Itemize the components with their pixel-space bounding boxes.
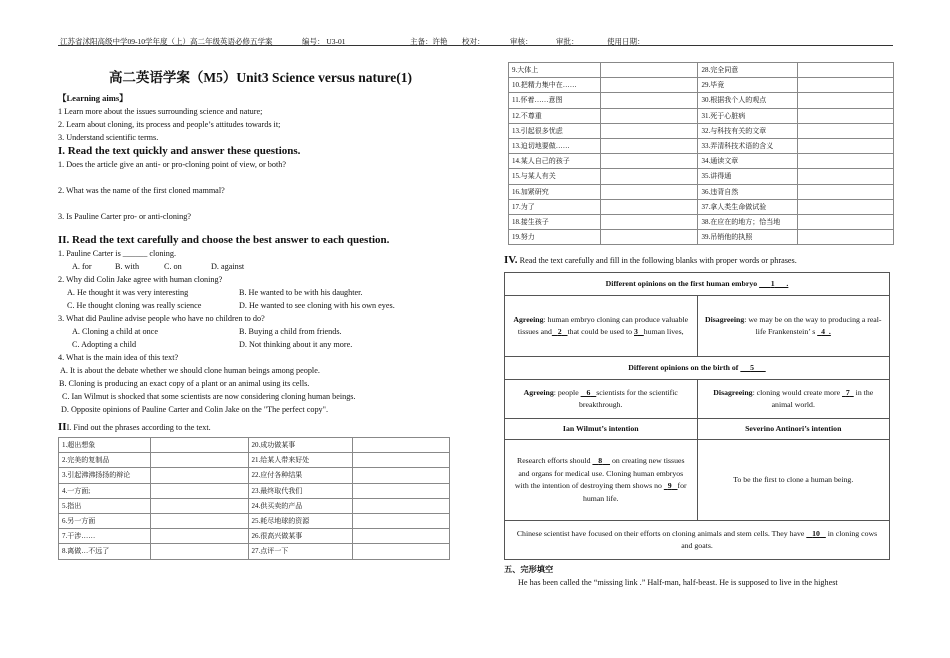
table-row	[59, 483, 450, 498]
header-review: 审核：	[510, 37, 533, 46]
option: C. He thought cloning was really science	[67, 301, 202, 310]
header-rule	[58, 45, 893, 46]
answer-cell[interactable]	[600, 108, 698, 123]
question-3-options	[58, 325, 463, 338]
table-row	[509, 214, 894, 229]
blank-4[interactable]: 4 .	[821, 327, 831, 337]
phrase-cell: 39.吊销他的执照	[698, 230, 798, 245]
table-row	[509, 123, 894, 138]
table-row	[505, 380, 890, 419]
answer-cell[interactable]	[353, 483, 450, 498]
question-2-options-row2	[58, 299, 463, 312]
answer-cell[interactable]	[798, 184, 894, 199]
table-row	[59, 453, 450, 468]
table-row	[59, 438, 450, 453]
blank-9[interactable]	[664, 481, 678, 490]
header-proof: 校对：	[462, 37, 485, 46]
table-row	[505, 296, 890, 357]
phrase-cell: 12.不尊重	[509, 108, 601, 123]
phrase-cell: 18.接生孩子	[509, 214, 601, 229]
answer-cell[interactable]	[353, 468, 450, 483]
answer-cell[interactable]	[600, 93, 698, 108]
phrase-cell: 11.怀着……意图	[509, 93, 601, 108]
blank-5[interactable]	[740, 363, 765, 372]
cell-text: for human life.	[582, 481, 687, 503]
ian-intention-header: Ian Wilmut’s intention	[505, 419, 698, 440]
option: D. Opposite opinions of Pauline Carter and Colin Jake on the "The perfect copy".	[61, 405, 329, 414]
phrase-cell: 15.与某人有关	[509, 169, 601, 184]
phrase-table-left	[58, 437, 450, 560]
phrase-cell: 19.努力	[509, 230, 601, 245]
blank-number: 9	[667, 481, 672, 491]
answer-cell[interactable]	[150, 438, 248, 453]
answer-cell[interactable]	[798, 78, 894, 93]
answer-cell[interactable]	[600, 123, 698, 138]
phrase-cell: 33.弄清科技术语的含义	[698, 138, 798, 153]
phrase-cell: 37.拿人类生命做试验	[698, 199, 798, 214]
phrase-cell: 36.违背自然	[698, 184, 798, 199]
table-row	[59, 468, 450, 483]
phrase-cell: 20.成功做某事	[248, 438, 353, 453]
blank-number: 5	[750, 363, 754, 372]
phrase-cell: 25.耗尽地球的资源	[248, 513, 353, 528]
aim-item: 1 Learn more about the issues surrounding science and nature;	[58, 107, 263, 116]
header-number: 编号： U3-01	[302, 37, 346, 46]
phrase-cell: 17.为了	[509, 199, 601, 214]
question-2-options	[58, 286, 463, 299]
answer-cell[interactable]	[150, 468, 248, 483]
answer-cell[interactable]	[798, 199, 894, 214]
cell-text: Chinese scientist have focused on their efforts on cloning animals and stem cells. They have	[516, 528, 805, 538]
option: A. Cloning a child at once	[72, 327, 158, 336]
question-3-options-row2	[58, 338, 463, 351]
blank-number: 10	[812, 528, 820, 538]
option: C. Ian Wilmut is shocked that some scientists are now considering cloning human beings.	[62, 392, 356, 401]
phrase-cell: 30.根据我个人的观点	[698, 93, 798, 108]
header-approve: 审批：	[556, 37, 579, 46]
aim-item: 3. Understand scientific terms.	[58, 133, 159, 142]
section4-heading-text: Read the text carefully and fill in the following blanks with proper words or phrases.	[517, 256, 797, 266]
phrase-cell: 2.完美的复制品	[59, 453, 151, 468]
agree-text: : people	[553, 387, 579, 397]
phrase-cell: 8.离做…不远了	[59, 544, 151, 559]
aim-item: 2. Learn about cloning, its process and people’s attitudes towards it;	[58, 120, 281, 129]
answer-cell[interactable]	[353, 438, 450, 453]
header-author: 主备：许艳	[410, 37, 448, 46]
agree-cell-2	[505, 380, 698, 419]
question-3: 3. What did Pauline advise people who have no children to do?	[58, 314, 265, 323]
blank-8[interactable]	[592, 456, 610, 465]
answer-cell[interactable]	[600, 154, 698, 169]
left-column	[58, 70, 463, 560]
answer-cell[interactable]	[600, 78, 698, 93]
answer-cell[interactable]	[798, 93, 894, 108]
section5-heading: 五、完形填空	[504, 565, 554, 575]
phrase-table-right	[508, 62, 894, 245]
phrase-cell: 32.与科技有关的文章	[698, 123, 798, 138]
severino-intention-cell: To be the first to clone a human being.	[697, 440, 890, 521]
blank-number: 6	[586, 387, 591, 397]
table-row	[505, 273, 890, 296]
answer-cell[interactable]	[150, 498, 248, 513]
option: A. He thought it was very interesting	[67, 288, 189, 297]
question-1: 1. Pauline Carter is ______ cloning.	[58, 249, 177, 258]
answer-cell[interactable]	[600, 184, 698, 199]
answer-cell[interactable]	[150, 513, 248, 528]
table-row	[505, 521, 890, 560]
phrase-cell: 10.把精力集中在……	[509, 78, 601, 93]
table-row	[59, 498, 450, 513]
section1-question: 3. Is Pauline Carter pro- or anti-cloning?	[58, 212, 192, 221]
section3-heading	[58, 420, 463, 434]
answer-cell[interactable]	[600, 138, 698, 153]
agree-text: scientists for the scientific breakthrough.	[578, 387, 678, 410]
table-row	[505, 419, 890, 440]
blank-1[interactable]: 1 .	[770, 279, 789, 288]
cell-text: on creating new tissues and organs for medical use. Cloning human embryos with the intention of destroying them shows no	[514, 456, 685, 491]
disagree-text: : cloning would create more	[752, 387, 841, 397]
phrase-cell: 13.迫切地要做……	[509, 138, 601, 153]
agree-text: human lives,	[643, 327, 684, 337]
blank-number: 1	[770, 279, 775, 288]
phrase-cell: 38.在应在的地方；恰当地	[698, 214, 798, 229]
section4-heading	[504, 253, 892, 267]
answer-cell[interactable]	[150, 544, 248, 559]
phrase-cell: 1.超出想象	[59, 438, 151, 453]
answer-cell[interactable]	[798, 108, 894, 123]
chinese-scientist-cell	[505, 521, 890, 560]
disagree-text: : we may be on the way to producing a real-life Frankenstein’ s	[744, 314, 882, 337]
section1-question: 2. What was the name of the first cloned mammal?	[58, 186, 225, 195]
answer-cell[interactable]	[600, 199, 698, 214]
agree-cell-1	[505, 296, 698, 357]
answer-cell[interactable]	[798, 123, 894, 138]
table-row	[509, 63, 894, 78]
table-row	[505, 440, 890, 521]
disagree-label: Disagreeing	[713, 387, 753, 397]
blank-2[interactable]	[552, 327, 568, 336]
title-text: Different opinions on the first human embryo	[605, 279, 758, 288]
disagree-text: in the animal world.	[771, 387, 874, 410]
option: B. Cloning is producing an exact copy of a plant or an animal using its cells.	[59, 379, 310, 388]
blank-7[interactable]	[842, 388, 854, 397]
severino-intention-header: Severino Antinori’s intention	[697, 419, 890, 440]
table-row	[509, 78, 894, 93]
opinions-row-title-1	[505, 273, 890, 296]
table-row	[509, 230, 894, 245]
answer-cell[interactable]	[798, 154, 894, 169]
disagree-cell-2	[697, 380, 890, 419]
answer-cell[interactable]	[150, 483, 248, 498]
cell-text: Research efforts should	[517, 456, 591, 466]
option: A. It is about the debate whether we should clone human beings among people.	[60, 366, 320, 375]
phrase-cell: 27.点评一下	[248, 544, 353, 559]
ian-intention-cell	[505, 440, 698, 521]
phrase-cell: 22.应付各种结果	[248, 468, 353, 483]
header-date: 使用日期：	[607, 37, 645, 46]
option: D. against	[211, 262, 245, 271]
right-column	[504, 62, 892, 589]
table-row	[59, 513, 450, 528]
answer-cell[interactable]	[353, 529, 450, 544]
answer-cell[interactable]	[353, 544, 450, 559]
phrase-cell: 9.大体上	[509, 63, 601, 78]
phrase-cell: 4.一方面;	[59, 483, 151, 498]
agree-label: Agreeing	[513, 314, 544, 324]
agree-text: that could be used to	[567, 327, 633, 337]
blank-number: 2	[557, 327, 562, 337]
cell-text: in cloning cows and goats.	[681, 528, 878, 551]
option: D. He wanted to see cloning with his own eyes.	[239, 301, 395, 310]
answer-cell[interactable]	[353, 498, 450, 513]
question-4: 4. What is the main idea of this text?	[58, 353, 179, 362]
answer-cell[interactable]	[798, 138, 894, 153]
table-row	[509, 108, 894, 123]
answer-cell[interactable]	[353, 453, 450, 468]
blank-3[interactable]	[634, 327, 644, 336]
agree-text: : human embryo cloning can produce valuable tissues and	[517, 314, 689, 337]
section2-heading: II. Read the text carefully and choose the best answer to each question.	[58, 234, 390, 246]
phrase-cell: 7.干涉……	[59, 529, 151, 544]
table-row	[59, 529, 450, 544]
opinions-row-title-2	[505, 357, 890, 380]
phrase-cell: 23.最终取代我们	[248, 483, 353, 498]
blank-number: 4	[821, 327, 826, 337]
answer-cell[interactable]	[600, 169, 698, 184]
option: D. Not thinking about it any more.	[239, 340, 353, 349]
option: B. with	[115, 262, 140, 271]
table-row	[509, 169, 894, 184]
phrase-cell: 6.另一方面	[59, 513, 151, 528]
phrase-cell: 3.引起沸沸扬扬的辩论	[59, 468, 151, 483]
answer-cell[interactable]	[150, 453, 248, 468]
phrase-cell: 13.引起很多忧虑	[509, 123, 601, 138]
table-row	[505, 357, 890, 380]
answer-cell[interactable]	[150, 529, 248, 544]
phrase-cell: 34.通读文章	[698, 154, 798, 169]
blank-number: 8	[598, 456, 603, 466]
agree-label: Agreeing	[523, 387, 554, 397]
cloze-text: He has been called the “missing link .” Half-man, half-beast. He is supposed to live in the highest	[518, 578, 838, 588]
table-row	[509, 138, 894, 153]
blank-6[interactable]	[581, 388, 597, 397]
option: C. Adopting a child	[72, 340, 137, 349]
section4-roman: IV.	[504, 254, 518, 267]
phrase-cell: 16.加紧研究	[509, 184, 601, 199]
phrase-cell: 24.供买卖的产品	[248, 498, 353, 513]
table-row	[509, 184, 894, 199]
disagree-label: Disagreeing	[704, 314, 745, 324]
answer-cell[interactable]	[798, 214, 894, 229]
answer-cell[interactable]	[600, 230, 698, 245]
table-row	[509, 199, 894, 214]
phrase-cell: 21.给某人带来好处	[248, 453, 353, 468]
phrase-cell: 5.指出	[59, 498, 151, 513]
phrase-cell: 28.完全同意	[698, 63, 798, 78]
section1-question: 1. Does the article give an anti- or pro-cloning point of view, or both?	[58, 160, 286, 169]
page-title: 高二英语学案（M5）Unit3 Science versus nature(1)	[108, 70, 413, 85]
answer-cell[interactable]	[798, 63, 894, 78]
table-row	[509, 154, 894, 169]
blank-number: 3	[634, 327, 638, 337]
answer-cell[interactable]	[798, 169, 894, 184]
opinions-table	[504, 272, 890, 560]
aims-heading: 【Learning aims】	[58, 93, 128, 103]
answer-cell[interactable]	[798, 230, 894, 245]
question-2: 2. Why did Colin Jake agree with human cloning?	[58, 275, 223, 284]
option: C. on	[164, 262, 182, 271]
header-school: 江苏省沭阳高级中学09-10学年度（上）高二年级英语必修五学案	[60, 37, 273, 46]
section3-roman: II	[58, 421, 67, 433]
phrase-cell: 35.讲得通	[698, 169, 798, 184]
blank-number: 7	[845, 387, 850, 397]
question-1-options	[58, 260, 463, 273]
table-row	[59, 544, 450, 559]
phrase-cell: 31.死于心脏病	[698, 108, 798, 123]
phrase-cell: 14.某人自己的孩子	[509, 154, 601, 169]
answer-cell[interactable]	[353, 513, 450, 528]
option: B. Buying a child from friends.	[239, 327, 342, 336]
section3-heading-text: I. Find out the phrases according to the text.	[66, 423, 211, 432]
option: B. He wanted to be with his daughter.	[239, 288, 363, 297]
phrase-cell: 29.毕竟	[698, 78, 798, 93]
option: A. for	[72, 262, 92, 271]
title-text: Different opinions on the birth of	[628, 363, 739, 372]
answer-cell[interactable]	[600, 214, 698, 229]
blank-10[interactable]	[806, 529, 826, 538]
table-row	[509, 93, 894, 108]
disagree-cell-1	[697, 296, 890, 357]
phrase-cell: 26.很高兴做某事	[248, 529, 353, 544]
answer-cell[interactable]	[600, 63, 698, 78]
section1-heading: I. Read the text quickly and answer these questions.	[58, 145, 301, 157]
